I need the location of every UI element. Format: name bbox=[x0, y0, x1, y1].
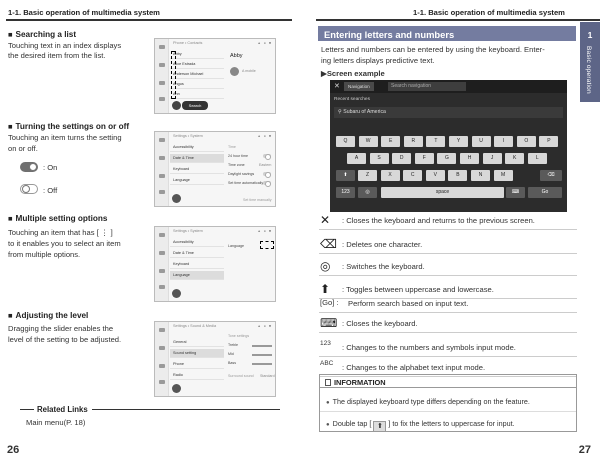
screen-example-label: Screen example bbox=[326, 69, 385, 78]
chapter-number: 1 bbox=[587, 30, 593, 40]
key-f[interactable]: F bbox=[415, 153, 434, 164]
key-p[interactable]: P bbox=[539, 136, 558, 147]
level-slider-screenshot bbox=[154, 321, 276, 397]
search-fab[interactable] bbox=[172, 194, 181, 203]
toggle-on-label: : On bbox=[43, 163, 58, 172]
legend-text: : Toggles between uppercase and lowercase. bbox=[342, 285, 494, 294]
key-x[interactable]: X bbox=[381, 170, 400, 181]
contact-row[interactable]: Alice Estrada bbox=[170, 60, 224, 69]
settings-row[interactable]: General bbox=[170, 338, 224, 347]
search-section-title: ■ Searching a list bbox=[8, 30, 76, 39]
multi-section-text-1: Touching an item that has [ ⋮ ] bbox=[8, 228, 113, 237]
legend-text: : Switches the keyboard. bbox=[342, 262, 425, 271]
multi-section-title: ■ Multiple setting options bbox=[8, 214, 107, 223]
double-tap-pre: Double tap [ bbox=[332, 419, 372, 428]
abc-label: ABC bbox=[320, 360, 334, 367]
key-s[interactable]: S bbox=[370, 153, 389, 164]
globe-icon: ◎ bbox=[320, 259, 331, 273]
info-item-keyboard-type: ● The displayed keyboard type differs depending on the feature. bbox=[326, 397, 530, 406]
key-r[interactable]: R bbox=[404, 136, 423, 147]
key-d[interactable]: D bbox=[392, 153, 411, 164]
key-k[interactable]: K bbox=[505, 153, 524, 164]
right-page-header: 1-1. Basic operation of multimedia system bbox=[413, 8, 565, 17]
left-page-header: 1-1. Basic operation of multimedia system bbox=[8, 8, 160, 17]
nav-chip[interactable]: Navigation bbox=[344, 82, 374, 91]
related-links-rule-left bbox=[20, 409, 34, 410]
key-h[interactable]: H bbox=[460, 153, 479, 164]
key-q[interactable]: Q bbox=[336, 136, 355, 147]
multi-options-screenshot bbox=[154, 226, 276, 302]
screen-topbar: Phone • Contacts bbox=[173, 41, 203, 45]
detail-name: Abby bbox=[230, 53, 243, 59]
settings-right-head: Time bbox=[228, 145, 236, 149]
information-box bbox=[319, 374, 577, 432]
info-separator bbox=[320, 411, 576, 412]
contact-row[interactable]: Anderson Michael bbox=[170, 70, 224, 79]
toggle-settings-screenshot bbox=[154, 131, 276, 207]
toggle-on-icon bbox=[20, 162, 38, 172]
search-list-screenshot bbox=[154, 38, 276, 114]
key-b[interactable]: B bbox=[448, 170, 467, 181]
key-t[interactable]: T bbox=[426, 136, 445, 147]
shift-key[interactable]: ⬆ bbox=[336, 170, 355, 181]
toggle-switch[interactable] bbox=[263, 154, 271, 158]
intro-text-1: Letters and numbers can be entered by using the keyboard. Enter- bbox=[321, 45, 545, 54]
related-links-title: Related Links bbox=[37, 405, 88, 414]
status-icons: ▲ ● ■ bbox=[257, 41, 272, 45]
keyboard-icon: ⌨ bbox=[320, 316, 338, 330]
setting-label: Daylight savings bbox=[228, 172, 255, 176]
double-tap-post: ] to fix the letters to uppercase for input. bbox=[388, 419, 515, 428]
settings-row[interactable]: Date & Time bbox=[170, 249, 224, 258]
screen-topbar: Settings • System bbox=[173, 229, 203, 233]
search-fab[interactable] bbox=[172, 101, 181, 110]
close-icon: ✕ bbox=[320, 213, 331, 227]
settings-row[interactable]: Language bbox=[170, 271, 224, 280]
slider-label: Treble bbox=[228, 343, 239, 347]
legend-text: : Changes to the numbers and symbols input mode. bbox=[342, 343, 516, 352]
right-page-number: 27 bbox=[578, 444, 591, 456]
key-l[interactable]: L bbox=[528, 153, 547, 164]
search-fab[interactable] bbox=[172, 289, 181, 298]
information-header bbox=[320, 375, 576, 388]
setting-label: 24 hour time bbox=[228, 154, 248, 158]
suggestion-text: Subaru of America bbox=[343, 109, 386, 115]
screen-topbar: Settings • System bbox=[173, 134, 203, 138]
multi-section-text-3: from multiple options. bbox=[8, 250, 81, 259]
contact-row[interactable]: Abby bbox=[170, 50, 224, 59]
settings-row[interactable]: Keyboard bbox=[170, 165, 224, 174]
status-icons: ▲ ● ■ bbox=[257, 134, 272, 138]
go-label: [Go] : bbox=[320, 298, 339, 307]
settings-footer: Set time manually bbox=[243, 198, 272, 202]
legend-text: Perform search based on input text. bbox=[348, 299, 469, 308]
key-o[interactable]: O bbox=[517, 136, 536, 147]
surround-label: Surround sound bbox=[228, 374, 254, 378]
mid-slider[interactable] bbox=[252, 354, 272, 356]
right-header-rule bbox=[316, 19, 600, 21]
legend-divider bbox=[319, 275, 577, 276]
key-m[interactable]: M bbox=[494, 170, 513, 181]
setting-label: Time zone bbox=[228, 163, 245, 167]
key-e[interactable]: E bbox=[381, 136, 400, 147]
tone-head: Tone settings bbox=[228, 334, 250, 338]
up-arrow-icon: ⬆ bbox=[373, 421, 386, 432]
legend-text: : Closes the keyboard and returns to the previous screen. bbox=[342, 216, 535, 225]
keyboard-hide-key[interactable]: ⌨ bbox=[506, 187, 525, 198]
level-section-title: ■ Adjusting the level bbox=[8, 311, 88, 320]
chapter-side-tab bbox=[580, 22, 600, 102]
key-z[interactable]: Z bbox=[358, 170, 377, 181]
key-i[interactable]: I bbox=[494, 136, 513, 147]
go-key[interactable]: Go bbox=[528, 187, 562, 198]
key-v[interactable]: V bbox=[426, 170, 445, 181]
screen-rail bbox=[155, 322, 169, 396]
treble-slider[interactable] bbox=[252, 345, 272, 347]
contact-row[interactable]: Ann bbox=[170, 90, 224, 99]
settings-row[interactable]: Date & Time bbox=[170, 154, 224, 163]
detail-subtext: A mobile bbox=[242, 69, 256, 73]
recent-searches-label: Recent searches bbox=[334, 97, 370, 102]
screen-rail bbox=[155, 132, 169, 206]
avatar bbox=[230, 67, 239, 76]
legend-text: : Closes the keyboard. bbox=[342, 319, 418, 328]
legend-divider bbox=[319, 356, 577, 357]
status-icons: ▲ ● ■ bbox=[257, 229, 272, 233]
screen-example-title: ▶Screen example bbox=[321, 69, 385, 78]
up-arrow-icon: ⬆ bbox=[320, 282, 331, 296]
search-section-text-1: Touching text in an index displays bbox=[8, 41, 122, 50]
surround-value: Standard bbox=[260, 374, 275, 378]
time-zone-value: Eastern bbox=[259, 163, 272, 167]
toggle-off-icon bbox=[20, 184, 38, 194]
level-section-text-1: Dragging the slider enables the bbox=[8, 324, 114, 333]
section-title-bar: Entering letters and numbers bbox=[318, 26, 576, 41]
status-icons: ▲ ● ■ bbox=[257, 324, 272, 328]
document-icon bbox=[325, 379, 331, 386]
settings-row[interactable]: Radio bbox=[170, 371, 224, 380]
legend-text: : Deletes one character. bbox=[342, 240, 423, 249]
info-item-double-tap bbox=[326, 419, 515, 432]
toggle-off-label: : Off bbox=[43, 186, 58, 195]
bass-slider[interactable] bbox=[252, 363, 272, 365]
options-marker-highlight bbox=[260, 241, 274, 249]
toggle-section-title: ■ Turning the settings on or off bbox=[8, 122, 129, 131]
legend-divider bbox=[319, 312, 577, 313]
level-section-text-2: level of the setting to be adjusted. bbox=[8, 335, 122, 344]
screen-rail bbox=[155, 39, 169, 113]
globe-key[interactable]: ◎ bbox=[358, 187, 377, 198]
settings-row[interactable]: Phone bbox=[170, 360, 224, 369]
left-page-number: 26 bbox=[7, 444, 20, 456]
key-y[interactable]: Y bbox=[449, 136, 468, 147]
search-button[interactable]: Search bbox=[182, 101, 208, 110]
numbers-key[interactable]: 123 bbox=[336, 187, 355, 198]
toggle-section-text-2: on or off. bbox=[8, 144, 38, 153]
space-key[interactable]: space bbox=[381, 187, 504, 198]
legend-text: : Changes to the alphabet text input mode. bbox=[342, 363, 486, 372]
legend-divider bbox=[319, 253, 577, 254]
key-g[interactable]: G bbox=[437, 153, 456, 164]
settings-row[interactable]: Accessibility bbox=[170, 238, 224, 247]
related-links-rule-right bbox=[92, 409, 280, 410]
key-n[interactable]: N bbox=[471, 170, 490, 181]
search-fab[interactable] bbox=[172, 384, 181, 393]
settings-row[interactable]: Sound setting bbox=[170, 349, 224, 358]
key-a[interactable]: A bbox=[347, 153, 366, 164]
kbd-search-field[interactable]: Search navigation bbox=[388, 82, 466, 91]
multi-section-text-2: to it enables you to select an item bbox=[8, 239, 121, 248]
screen-topbar: Settings • Sound & Media bbox=[173, 324, 217, 328]
screen-rail bbox=[155, 227, 169, 301]
settings-row[interactable]: Accessibility bbox=[170, 143, 224, 152]
slider-label: Mid bbox=[228, 352, 234, 356]
setting-label: Set time automatically bbox=[228, 181, 264, 185]
legend-divider bbox=[319, 332, 577, 333]
chapter-label: Basic operation bbox=[585, 46, 592, 94]
key-j[interactable]: J bbox=[483, 153, 502, 164]
toggle-switch[interactable] bbox=[263, 181, 271, 185]
key-c[interactable]: C bbox=[403, 170, 422, 181]
key-u[interactable]: U bbox=[472, 136, 491, 147]
legend-divider bbox=[319, 229, 577, 230]
keyboard-screenshot bbox=[330, 80, 567, 212]
left-header-rule bbox=[6, 19, 292, 21]
settings-row[interactable]: Language bbox=[170, 176, 224, 185]
suggestion-row[interactable]: ⚲ Subaru of America bbox=[334, 107, 563, 118]
contact-row[interactable]: Angus bbox=[170, 80, 224, 89]
backspace-key[interactable]: ⌫ bbox=[540, 170, 562, 181]
intro-text-2: ing letters displays predictive text. bbox=[321, 56, 435, 65]
related-link-main-menu[interactable]: Main menu(P. 18) bbox=[26, 418, 86, 427]
toggle-switch[interactable] bbox=[263, 172, 271, 176]
key-w[interactable]: W bbox=[359, 136, 378, 147]
kbd-close-icon[interactable]: ✕ bbox=[334, 83, 340, 90]
backspace-icon: ⌫ bbox=[320, 237, 337, 251]
toggle-section-text-1: Touching an item turns the setting bbox=[8, 133, 122, 142]
language-label: Language bbox=[228, 244, 244, 248]
slider-label: Bass bbox=[228, 361, 236, 365]
123-label: 123 bbox=[320, 340, 331, 347]
search-section-text-2: the desired item from the list. bbox=[8, 51, 106, 60]
index-highlight bbox=[171, 51, 176, 99]
information-title: INFORMATION bbox=[334, 378, 386, 387]
settings-row[interactable]: Keyboard bbox=[170, 260, 224, 269]
